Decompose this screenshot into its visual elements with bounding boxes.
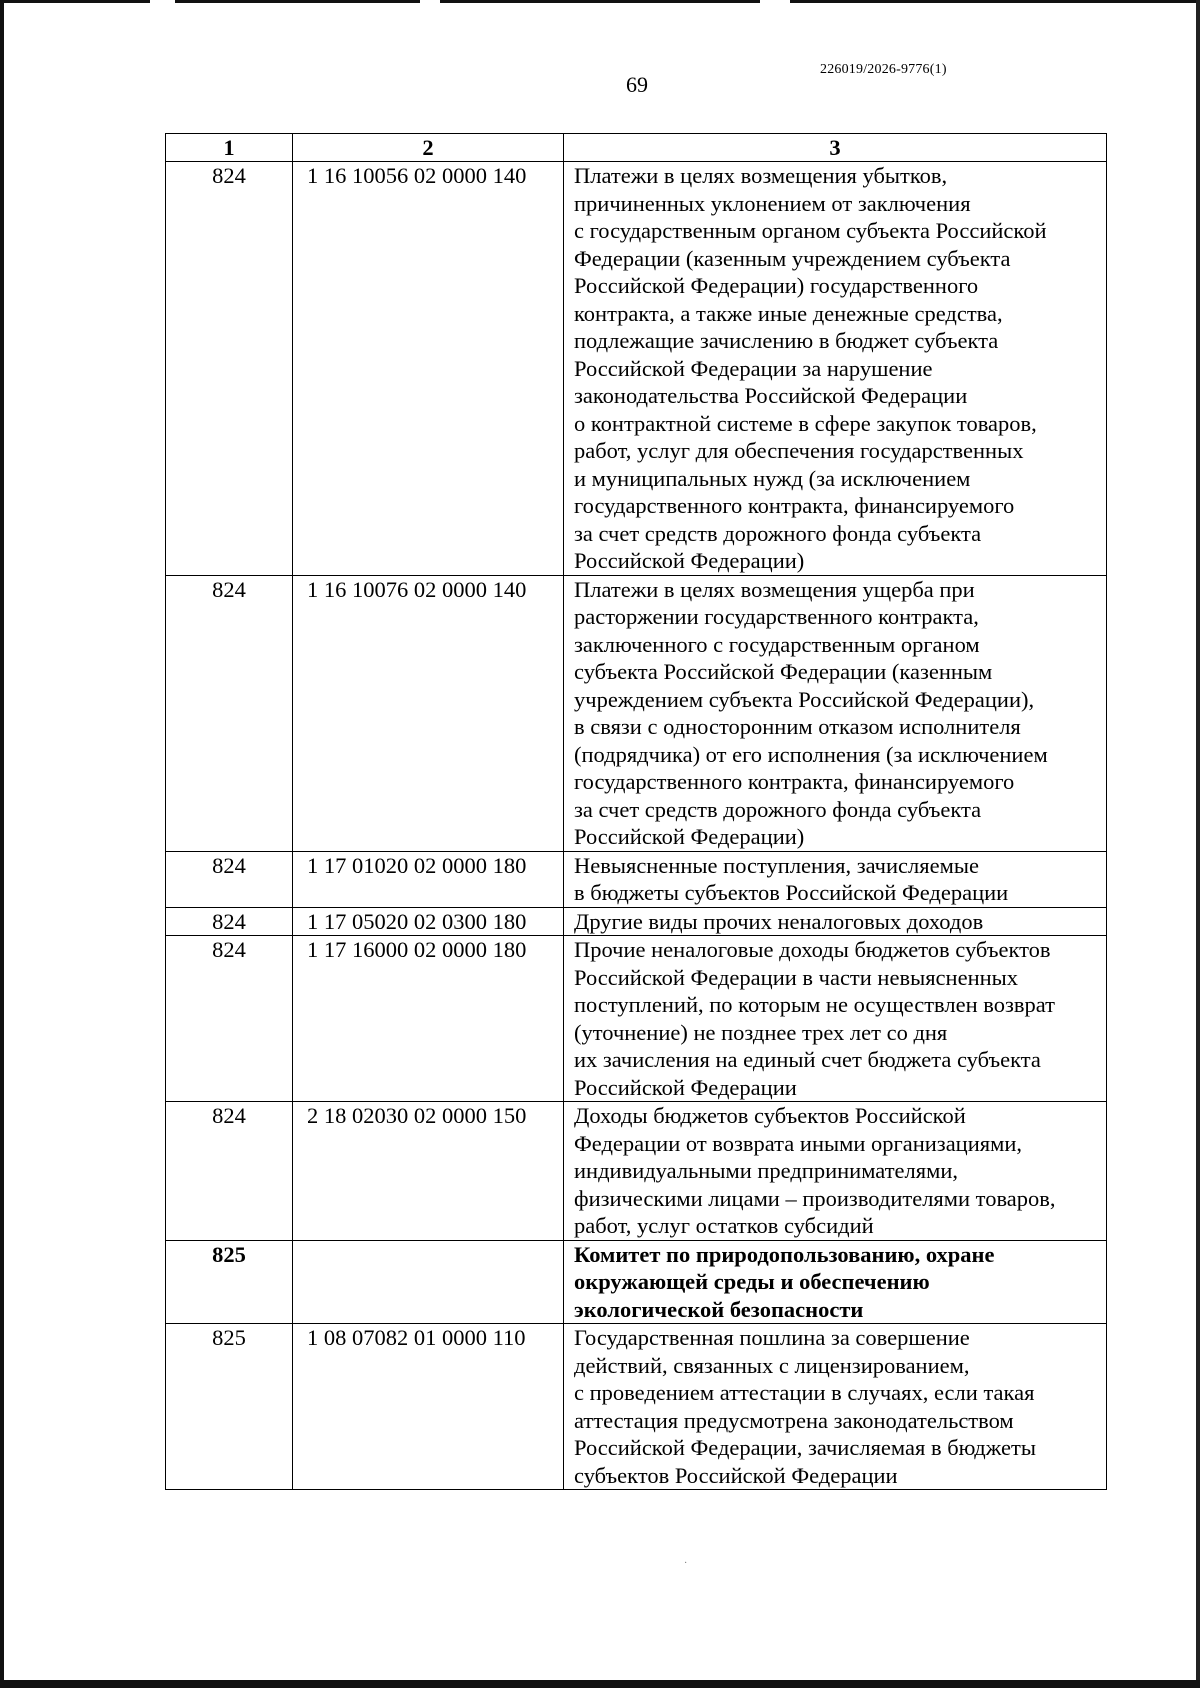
column-header: 2 <box>293 134 564 162</box>
column-header: 3 <box>564 134 1107 162</box>
description-line: Комитет по природопользованию, охране <box>574 1241 995 1267</box>
scan-edge-top <box>0 0 1200 3</box>
description-line: за счет средств дорожного фонда субъекта <box>574 796 982 822</box>
description-line: экологической безопасности <box>574 1296 864 1322</box>
description-line: государственного контракта, финансируемого <box>574 493 1015 518</box>
scan-speck: · <box>684 1558 688 1569</box>
description-line: и муниципальных нужд (за исключением <box>574 465 971 491</box>
description-line: индивидуальными предпринимателями, <box>574 1158 959 1183</box>
description-line: в бюджеты субъектов Российской Федерации <box>574 880 1009 905</box>
budget-code-cell: 1 16 10076 02 0000 140 <box>293 575 564 851</box>
description-line: работ, услуг для обеспечения государственных <box>574 438 1024 463</box>
description-cell <box>564 575 1107 851</box>
table-row <box>166 162 1107 576</box>
income-codes-table <box>165 133 1107 1490</box>
description-line: окружающей среды и обеспечению <box>574 1269 930 1294</box>
description-line: подлежащие зачислению в бюджет субъекта <box>574 328 999 353</box>
budget-code-cell: 1 16 10056 02 0000 140 <box>293 162 564 576</box>
budget-code-cell: 2 18 02030 02 0000 150 <box>293 1102 564 1241</box>
budget-code-cell: 1 08 07082 01 0000 110 <box>293 1324 564 1490</box>
scan-edge-left <box>0 0 4 1688</box>
admin-code-cell: 825 <box>166 1324 293 1490</box>
description-line: Государственная пошлина за совершение <box>574 1325 970 1350</box>
table-body <box>166 162 1107 1490</box>
description-line: субъекта Российской Федерации (казенным <box>574 659 993 684</box>
description-line: учреждением субъекта Российской Федерации), <box>574 686 1035 712</box>
scan-edge-right <box>1196 0 1200 1688</box>
document-code: 226019/2026-9776(1) <box>820 62 947 77</box>
description-line: аттестация предусмотрена законодательством <box>574 1407 1014 1433</box>
budget-code-cell: 1 17 05020 02 0300 180 <box>293 907 564 936</box>
description-line: работ, услуг остатков субсидий <box>574 1213 874 1238</box>
description-line: Российской Федерации в части невыясненных <box>574 964 1019 990</box>
description-line: в связи с односторонним отказом исполнителя <box>574 714 1021 739</box>
description-line: Прочие неналоговые доходы бюджетов субъектов <box>574 937 1051 962</box>
description-line: Российской Федерации, зачисляемая в бюджеты <box>574 1435 1036 1460</box>
table-row <box>166 1240 1107 1324</box>
description-line: Платежи в целях возмещения убытков, <box>574 163 948 188</box>
admin-code-cell: 824 <box>166 1102 293 1241</box>
description-line: поступлений, по которым не осуществлен возврат <box>574 992 1055 1017</box>
description-line: (уточнение) не позднее трех лет со дня <box>574 1019 948 1045</box>
description-line: Федерации (казенным учреждением субъекта <box>574 245 1011 271</box>
description-line: Невыясненные поступления, зачисляемые <box>574 852 979 878</box>
description-line: Российской Федерации) <box>574 548 805 573</box>
description-line: государственного контракта, финансируемого <box>574 769 1015 794</box>
description-line: Российской Федерации) <box>574 824 805 849</box>
description-line: субъектов Российской Федерации <box>574 1462 898 1488</box>
table-row <box>166 851 1107 907</box>
description-line: причиненных уклонением от заключения <box>574 190 971 216</box>
description-cell <box>564 1324 1107 1490</box>
column-header: 1 <box>166 134 293 162</box>
table-row <box>166 907 1107 936</box>
description-line: расторжении государственного контракта, <box>574 604 979 629</box>
description-cell <box>564 907 1107 936</box>
table-row <box>166 575 1107 851</box>
page-number: 69 <box>626 72 648 97</box>
description-line: с государственным органом субъекта Российской <box>574 218 1047 243</box>
description-line: Российской Федерации) государственного <box>574 273 979 298</box>
admin-code-cell: 824 <box>166 907 293 936</box>
description-cell <box>564 851 1107 907</box>
admin-code-cell: 824 <box>166 936 293 1102</box>
description-line: о контрактной системе в сфере закупок товаров, <box>574 410 1037 436</box>
admin-code-cell: 824 <box>166 851 293 907</box>
description-line: законодательства Российской Федерации <box>574 383 968 408</box>
description-line: Другие виды прочих неналоговых доходов <box>574 908 984 934</box>
description-line: (подрядчика) от его исполнения (за исключением <box>574 741 1048 767</box>
description-line: физическими лицами – производителями товаров, <box>574 1185 1056 1211</box>
admin-code-cell: 824 <box>166 575 293 851</box>
table-row <box>166 936 1107 1102</box>
description-cell <box>564 1102 1107 1241</box>
budget-code-cell: 1 17 01020 02 0000 180 <box>293 851 564 907</box>
table-header-row <box>166 134 1107 162</box>
budget-code-cell <box>293 1240 564 1324</box>
description-cell <box>564 1240 1107 1324</box>
description-line: Российской Федерации <box>574 1074 797 1100</box>
scan-edge-bottom <box>0 1680 1200 1688</box>
description-line: их зачисления на единый счет бюджета субъекта <box>574 1047 1041 1072</box>
budget-code-cell: 1 17 16000 02 0000 180 <box>293 936 564 1102</box>
description-cell <box>564 162 1107 576</box>
description-line: Доходы бюджетов субъектов Российской <box>574 1103 966 1128</box>
description-line: Федерации от возврата иными организациями, <box>574 1130 1023 1156</box>
admin-code-cell: 825 <box>166 1240 293 1324</box>
description-line: действий, связанных с лицензированием, <box>574 1352 970 1378</box>
description-line: Российской Федерации за нарушение <box>574 355 933 381</box>
admin-code-cell: 824 <box>166 162 293 576</box>
table-row <box>166 1102 1107 1241</box>
description-line: контракта, а также иные денежные средства, <box>574 300 1003 326</box>
table-row <box>166 1324 1107 1490</box>
description-line: с проведением аттестации в случаях, если такая <box>574 1380 1035 1405</box>
description-line: заключенного с государственным органом <box>574 631 980 657</box>
description-line: Платежи в целях возмещения ущерба при <box>574 576 975 602</box>
description-line: за счет средств дорожного фонда субъекта <box>574 520 982 546</box>
description-cell <box>564 936 1107 1102</box>
